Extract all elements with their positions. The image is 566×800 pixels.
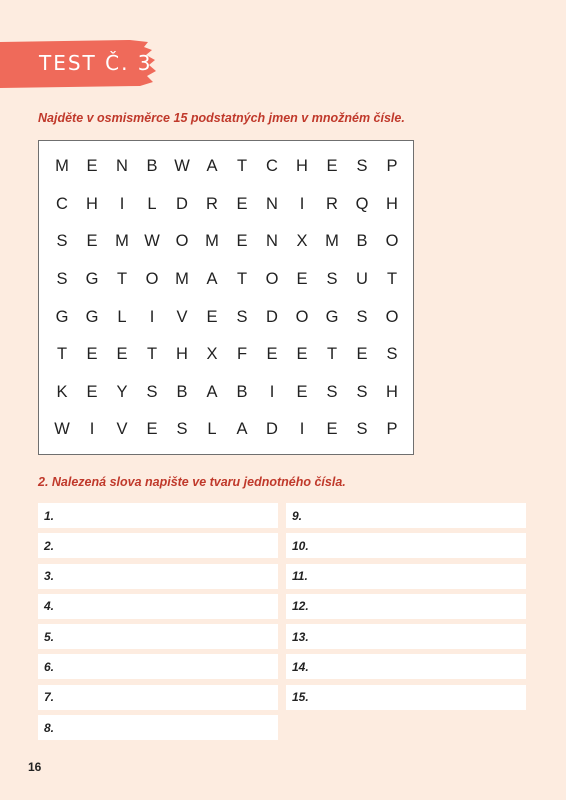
grid-letter: H: [86, 194, 98, 213]
grid-letter: A: [206, 157, 218, 176]
grid-letter: S: [326, 270, 338, 289]
answer-number: 8.: [44, 720, 55, 735]
page-number: 16: [28, 760, 42, 774]
grid-row: [47, 148, 409, 186]
grid-letter: I: [299, 420, 305, 439]
answer-field[interactable]: [286, 503, 526, 528]
grid-letter: B: [176, 382, 188, 401]
grid-letter: M: [175, 270, 189, 289]
answer-number: 15.: [292, 690, 309, 705]
answer-field[interactable]: [286, 654, 526, 679]
grid-letter: H: [296, 157, 308, 176]
grid-letter: A: [236, 420, 248, 439]
grid-letter: Y: [116, 382, 128, 401]
grid-letter: S: [356, 382, 368, 401]
grid-letter: D: [266, 307, 278, 326]
grid-letter: E: [296, 345, 308, 364]
grid-letter: O: [385, 307, 399, 326]
grid-letter: E: [86, 345, 98, 364]
answer-number: 6.: [44, 659, 55, 674]
grid-letter: U: [356, 270, 368, 289]
grid-letter: S: [56, 232, 68, 251]
answer-column-right: [286, 503, 526, 715]
grid-letter: O: [295, 307, 309, 326]
answer-field[interactable]: [286, 624, 526, 649]
grid-letter: I: [89, 420, 95, 439]
answer-column-left: [38, 503, 278, 745]
grid-letter: M: [325, 232, 339, 251]
grid-letter: S: [386, 345, 398, 364]
grid-letter: H: [386, 382, 398, 401]
grid-letter: M: [115, 232, 129, 251]
grid-letter: B: [356, 232, 368, 251]
answer-field[interactable]: [38, 503, 278, 528]
grid-letter: X: [206, 345, 218, 364]
answer-field[interactable]: [38, 624, 278, 649]
grid-letter: T: [236, 157, 248, 176]
grid-letter: B: [146, 157, 158, 176]
grid-row: [47, 223, 409, 261]
grid-letter: E: [86, 157, 98, 176]
answer-field[interactable]: [38, 594, 278, 619]
grid-letter: V: [176, 307, 188, 326]
grid-letter: T: [56, 345, 68, 364]
grid-letter: D: [176, 194, 188, 213]
grid-letter: E: [236, 232, 248, 251]
answer-number: 14.: [292, 659, 309, 674]
answer-number: 11.: [292, 569, 308, 584]
grid-row: [47, 186, 409, 224]
answer-number: 1.: [44, 508, 55, 523]
grid-letter: E: [206, 307, 218, 326]
grid-letter: E: [356, 345, 368, 364]
answer-field[interactable]: [38, 564, 278, 589]
grid-letter: H: [176, 345, 188, 364]
grid-letter: L: [147, 194, 157, 213]
word-search-grid: [38, 140, 414, 455]
grid-letter: O: [145, 270, 159, 289]
answer-number: 2.: [44, 538, 55, 553]
answer-number: 4.: [44, 599, 55, 614]
answer-number: 13.: [292, 629, 309, 644]
grid-letter: G: [325, 307, 339, 326]
grid-letter: S: [356, 420, 368, 439]
grid-letter: L: [207, 420, 217, 439]
grid-letter: W: [144, 232, 160, 251]
task2-instruction: 2. Nalezená slova napište ve tvaru jednotného čísla.: [38, 475, 346, 489]
grid-letter: G: [55, 307, 69, 326]
answer-number: 9.: [292, 508, 303, 523]
grid-letter: W: [174, 157, 190, 176]
grid-letter: W: [54, 420, 70, 439]
grid-row: [47, 336, 409, 374]
answer-number: 3.: [44, 569, 55, 584]
grid-letter: R: [326, 194, 338, 213]
grid-letter: E: [236, 194, 248, 213]
grid-letter: S: [146, 382, 158, 401]
grid-letter: F: [236, 345, 248, 364]
grid-letter: D: [266, 420, 278, 439]
grid-letter: S: [326, 382, 338, 401]
grid-letter: L: [117, 307, 127, 326]
grid-letter: N: [116, 157, 128, 176]
grid-letter: I: [119, 194, 125, 213]
grid-letter: P: [386, 420, 398, 439]
grid-letter: T: [386, 270, 398, 289]
task1-instruction: Najděte v osmisměrce 15 podstatných jmen v množném čísle.: [38, 111, 405, 125]
grid-letter: M: [205, 232, 219, 251]
grid-letter: T: [326, 345, 338, 364]
title-banner: [0, 38, 156, 90]
grid-letter: X: [296, 232, 308, 251]
answer-number: 12.: [292, 599, 309, 614]
grid-letter: A: [206, 382, 218, 401]
grid-letter: E: [86, 232, 98, 251]
grid-letter: S: [356, 157, 368, 176]
page-title: TEST Č. 3: [39, 51, 153, 75]
answer-field[interactable]: [38, 654, 278, 679]
grid-letter: T: [116, 270, 128, 289]
grid-letter: Q: [355, 194, 369, 213]
grid-letter: T: [146, 345, 158, 364]
grid-letter: E: [296, 382, 308, 401]
grid-letter: G: [85, 307, 99, 326]
grid-letter: A: [206, 270, 218, 289]
grid-letter: S: [56, 270, 68, 289]
grid-letter: E: [326, 420, 338, 439]
grid-letter: E: [86, 382, 98, 401]
grid-row: [47, 374, 409, 412]
grid-letter: I: [149, 307, 155, 326]
grid-letter: O: [385, 232, 399, 251]
grid-letter: N: [266, 232, 278, 251]
grid-letter: C: [56, 194, 68, 213]
grid-letter: N: [266, 194, 278, 213]
grid-row: [47, 298, 409, 336]
grid-letter: O: [175, 232, 189, 251]
answer-field[interactable]: [38, 715, 278, 740]
answer-number: 10.: [292, 538, 309, 553]
grid-letter: T: [236, 270, 248, 289]
grid-letter: E: [266, 345, 278, 364]
answer-field[interactable]: [286, 594, 526, 619]
answer-field[interactable]: [286, 685, 526, 710]
grid-letter: E: [116, 345, 128, 364]
grid-letter: S: [176, 420, 188, 439]
grid-letter: B: [236, 382, 248, 401]
grid-letter: E: [296, 270, 308, 289]
grid-row: [47, 411, 409, 449]
grid-letter: O: [265, 270, 279, 289]
grid-letter: S: [236, 307, 248, 326]
grid-letter: E: [326, 157, 338, 176]
answer-field[interactable]: [38, 533, 278, 558]
answer-field[interactable]: [286, 564, 526, 589]
grid-row: [47, 261, 409, 299]
grid-letter: M: [55, 157, 69, 176]
grid-letter: K: [56, 382, 68, 401]
grid-letter: I: [299, 194, 305, 213]
grid-letter: C: [266, 157, 278, 176]
grid-letter: P: [386, 157, 398, 176]
grid-letter: H: [386, 194, 398, 213]
answer-field[interactable]: [38, 685, 278, 710]
grid-letter: G: [85, 270, 99, 289]
grid-letter: E: [146, 420, 158, 439]
grid-letter: I: [269, 382, 275, 401]
grid-letter: S: [356, 307, 368, 326]
answer-number: 7.: [44, 690, 55, 705]
grid-letter: V: [116, 420, 128, 439]
answer-number: 5.: [44, 629, 55, 644]
grid-letter: R: [206, 194, 218, 213]
answer-field[interactable]: [286, 533, 526, 558]
